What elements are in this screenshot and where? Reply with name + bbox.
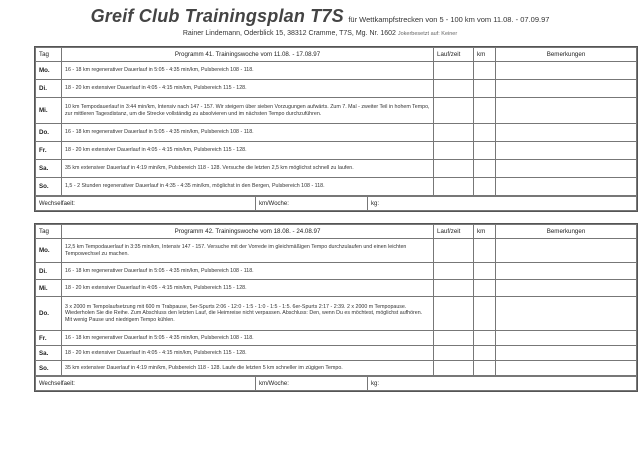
- week-table-1: [34, 46, 638, 212]
- km-cell[interactable]: [474, 160, 496, 178]
- km-cell[interactable]: [474, 142, 496, 160]
- col-remarks: Bemerkungen: [496, 225, 637, 239]
- lauf-cell[interactable]: [434, 80, 474, 98]
- day-label: Do.: [36, 297, 62, 331]
- lauf-cell[interactable]: [434, 361, 474, 376]
- day-label: Do.: [36, 124, 62, 142]
- km-cell[interactable]: [474, 98, 496, 124]
- day-label: So.: [36, 178, 62, 196]
- km-cell[interactable]: [474, 239, 496, 263]
- table-row: [36, 160, 637, 178]
- km-week-label: km/Woche:: [256, 377, 368, 391]
- training-text: 1,5 - 2 Stunden regenerativer Dauerlauf in 4:35 - 4:35 min/km, möglichst in den Bergen, Pulsbereich 108 - 118.: [62, 178, 434, 196]
- wechsel-label: Wechselfaeit:: [36, 377, 256, 391]
- table-row: [36, 62, 637, 80]
- day-label: Di.: [36, 263, 62, 280]
- page-title: Greif Club Trainingsplan T7S: [90, 6, 344, 26]
- remarks-cell[interactable]: [496, 98, 637, 124]
- address-note: Jokerbesetzt auf: Keiner: [397, 31, 458, 37]
- week-program-title: Programm 41. Trainingswoche vom 11.08. - 17.08.97: [62, 48, 434, 62]
- training-text: 16 - 18 km regenerativer Dauerlauf in 5:05 - 4:35 min/km, Pulsbereich 108 - 118.: [62, 263, 434, 280]
- kg-label: kg:: [368, 197, 637, 211]
- col-day: Tag: [36, 225, 62, 239]
- remarks-cell[interactable]: [496, 62, 637, 80]
- km-week-label: km/Woche:: [256, 197, 368, 211]
- training-text: 35 km extensiver Dauerlauf in 4:19 min/km, Pulsbereich 118 - 128. Laufe die letzten 5 km schneller im zügigen Tempo.: [62, 361, 434, 376]
- training-text: 18 - 20 km extensiver Dauerlauf in 4:05 - 4:15 min/km, Pulsbereich 115 - 128.: [62, 280, 434, 297]
- day-label: Mi.: [36, 280, 62, 297]
- lauf-cell[interactable]: [434, 142, 474, 160]
- remarks-cell[interactable]: [496, 160, 637, 178]
- km-cell[interactable]: [474, 263, 496, 280]
- table-row: [36, 80, 637, 98]
- table-row: [36, 124, 637, 142]
- lauf-cell[interactable]: [434, 98, 474, 124]
- table-row: [36, 98, 637, 124]
- remarks-cell[interactable]: [496, 346, 637, 361]
- address: Rainer Lindemann, Oderblick 15, 38312 Cramme, T7S, Mg. Nr. 1602: [182, 30, 396, 37]
- wechsel-label: Wechselfaeit:: [36, 197, 256, 211]
- lauf-cell[interactable]: [434, 297, 474, 331]
- day-label: Di.: [36, 80, 62, 98]
- training-text: 18 - 20 km extensiver Dauerlauf in 4:05 - 4:15 min/km, Pulsbereich 115 - 128.: [62, 346, 434, 361]
- training-text: 35 km extensiver Dauerlauf in 4:19 min/km, Pulsbereich 118 - 128. Versuche die letzten 2,5 km möglichst schnell zu laufen.: [62, 160, 434, 178]
- remarks-cell[interactable]: [496, 361, 637, 376]
- col-km: km: [474, 48, 496, 62]
- km-cell[interactable]: [474, 346, 496, 361]
- week-program-title: Programm 42. Trainingswoche vom 18.08. - 24.08.97: [62, 225, 434, 239]
- remarks-cell[interactable]: [496, 331, 637, 346]
- table-row: [36, 331, 637, 346]
- day-label: Mi.: [36, 98, 62, 124]
- km-cell[interactable]: [474, 331, 496, 346]
- km-cell[interactable]: [474, 62, 496, 80]
- km-cell[interactable]: [474, 297, 496, 331]
- table-row: [36, 142, 637, 160]
- km-cell[interactable]: [474, 80, 496, 98]
- training-text: 16 - 18 km regenerativer Dauerlauf in 5:05 - 4:35 min/km, Pulsbereich 108 - 118.: [62, 331, 434, 346]
- training-text: 18 - 20 km extensiver Dauerlauf in 4:05 - 4:15 min/km, Pulsbereich 115 - 128.: [62, 142, 434, 160]
- table-row: [36, 297, 637, 331]
- training-text: 16 - 18 km regenerativer Dauerlauf in 5:05 - 4:35 min/km, Pulsbereich 108 - 118.: [62, 124, 434, 142]
- title-line: [0, 6, 640, 27]
- lauf-cell[interactable]: [434, 239, 474, 263]
- remarks-cell[interactable]: [496, 263, 637, 280]
- table-row: [36, 346, 637, 361]
- remarks-cell[interactable]: [496, 239, 637, 263]
- km-cell[interactable]: [474, 361, 496, 376]
- kg-label: kg:: [368, 377, 637, 391]
- col-day: Tag: [36, 48, 62, 62]
- lauf-cell[interactable]: [434, 331, 474, 346]
- km-cell[interactable]: [474, 124, 496, 142]
- remarks-cell[interactable]: [496, 80, 637, 98]
- lauf-cell[interactable]: [434, 346, 474, 361]
- lauf-cell[interactable]: [434, 124, 474, 142]
- col-remarks: Bemerkungen: [496, 48, 637, 62]
- title-subtitle: für Wettkampfstrecken von 5 - 100 km vom 11.08. - 07.09.97: [348, 15, 550, 24]
- km-cell[interactable]: [474, 280, 496, 297]
- table-row: [36, 280, 637, 297]
- remarks-cell[interactable]: [496, 142, 637, 160]
- training-text: 3 x 2000 m Tempolaufsetzung mit 600 m Trabpause, 5er-Spurts 2:06 - 12:0 - 1:5 - 1:0 - 1:5 - 1:5. 6er-Spurts 2:17 - 2:39. 2 x 2000 m Tempopause. Wiederholen Sie die Reihe. Zum Abschluss den letzten Lauf, die Heimreise nicht verpassen. Abschluss: Den, wenn Du es möchtest, möglichst aufhören. Mit wenig Pause und niedrigem Tempo kühlen.: [62, 297, 434, 331]
- col-lauf: Lauf/zeit: [434, 48, 474, 62]
- table-row: [36, 361, 637, 376]
- week-table-2: [34, 223, 638, 392]
- col-lauf: Lauf/zeit: [434, 225, 474, 239]
- lauf-cell[interactable]: [434, 263, 474, 280]
- col-km: km: [474, 225, 496, 239]
- day-label: Sa.: [36, 160, 62, 178]
- lauf-cell[interactable]: [434, 178, 474, 196]
- lauf-cell[interactable]: [434, 62, 474, 80]
- table-row: [36, 263, 637, 280]
- remarks-cell[interactable]: [496, 297, 637, 331]
- training-text: 10 km Tempodauerlauf in 3:44 min/km, Intensiv nach 147 - 157. Wir steigern über sieben Vorzugungen aufwärts. Zum 7. Mal - zweiter Teil in hohem Tempo, zur mittleren Tagesdistanz, um die Strecke vollständig zu absolvieren und im nächsten Tempo durchzuführen.: [62, 98, 434, 124]
- table-row: [36, 239, 637, 263]
- day-label: So.: [36, 361, 62, 376]
- day-label: Fr.: [36, 142, 62, 160]
- lauf-cell[interactable]: [434, 280, 474, 297]
- day-label: Sa.: [36, 346, 62, 361]
- lauf-cell[interactable]: [434, 160, 474, 178]
- day-label: Mo.: [36, 239, 62, 263]
- address-line: [0, 30, 640, 37]
- day-label: Fr.: [36, 331, 62, 346]
- remarks-cell[interactable]: [496, 178, 637, 196]
- training-text: 16 - 18 km regenerativer Dauerlauf in 5:05 - 4:35 min/km, Pulsbereich 108 - 118.: [62, 62, 434, 80]
- day-label: Mo.: [36, 62, 62, 80]
- remarks-cell[interactable]: [496, 280, 637, 297]
- training-text: 18 - 20 km extensiver Dauerlauf in 4:05 - 4:15 min/km, Pulsbereich 115 - 128.: [62, 80, 434, 98]
- training-text: 12,5 km Tempodauerlauf in 3:35 min/km, Intensiv 147 - 157. Versuche mit der Vorrede im gleichmäßigen Tempo durchzulaufen und einen leichten Tempowechsel zu machen.: [62, 239, 434, 263]
- km-cell[interactable]: [474, 178, 496, 196]
- table-row: [36, 178, 637, 196]
- remarks-cell[interactable]: [496, 124, 637, 142]
